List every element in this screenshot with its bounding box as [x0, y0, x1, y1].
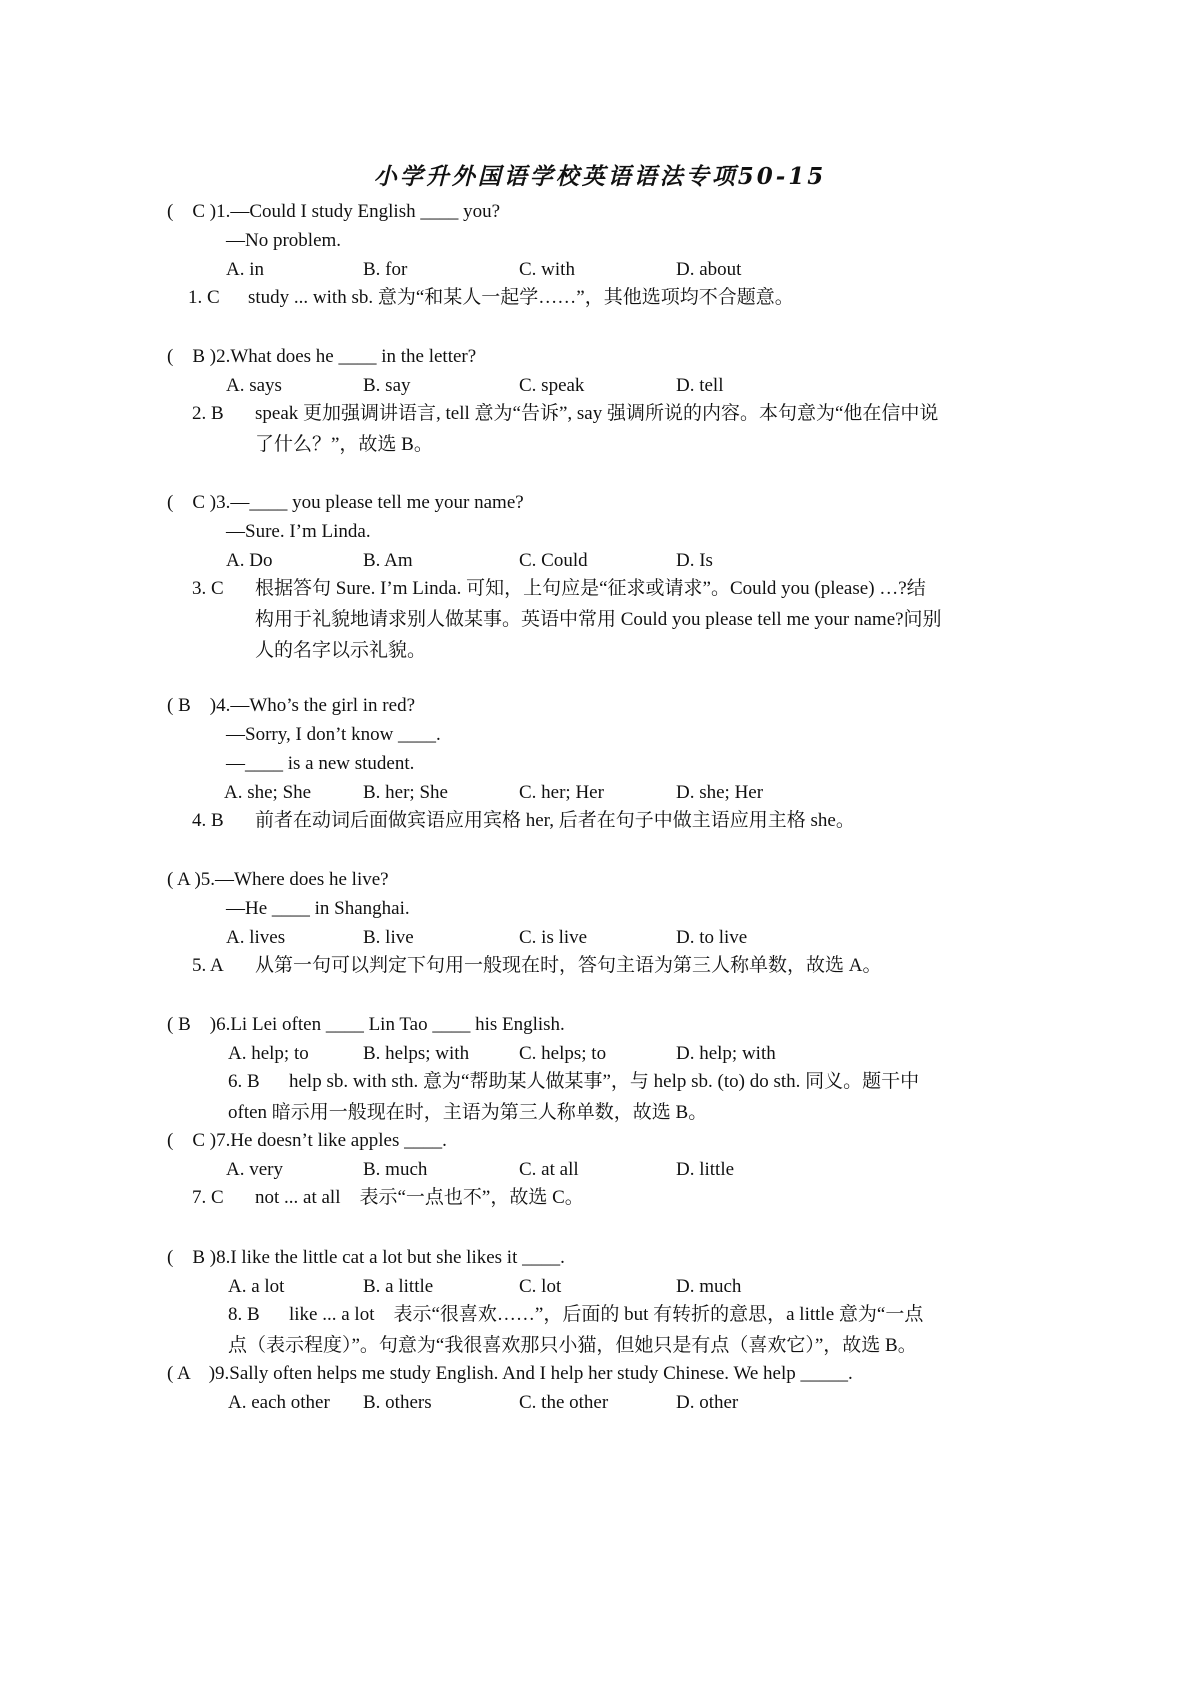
- option-d: D. other: [676, 1392, 739, 1413]
- option-b: B. for: [363, 259, 408, 280]
- option-d: D. much: [676, 1276, 742, 1297]
- question-7-stem: ( C )7.He doesn’t like apples ____.: [167, 1130, 447, 1151]
- question-4-explanation: [192, 805, 942, 836]
- explanation-number: 1. C: [188, 287, 220, 308]
- option-b: B. live: [363, 927, 414, 948]
- option-b: B. others: [363, 1392, 432, 1413]
- option-c: C. her; Her: [519, 782, 604, 803]
- question-6-explanation: [228, 1066, 942, 1128]
- option-c: C. with: [519, 259, 575, 280]
- page-title: 小学升外国语学校英语语法专项50-15: [373, 163, 827, 190]
- question-4-stem: ( B )4.—Who’s the girl in red?: [167, 695, 416, 716]
- question-8-stem: ( B )8.I like the little cat a lot but she likes it ____.: [167, 1247, 565, 1268]
- option-a: A. each other: [228, 1392, 330, 1413]
- option-b: B. helps; with: [363, 1043, 470, 1064]
- option-b: B. a little: [363, 1276, 434, 1297]
- explanation-number: 3. C: [192, 578, 224, 599]
- question-5-explanation: [192, 950, 942, 981]
- option-a: A. in: [226, 259, 264, 280]
- question-5-reply: —He ____ in Shanghai.: [226, 898, 410, 919]
- question-8-explanation: [228, 1299, 942, 1361]
- explanation-number: 7. C: [192, 1187, 224, 1208]
- option-d: D. little: [676, 1159, 735, 1180]
- question-4-reply: —Sorry, I don’t know ____.: [226, 724, 441, 745]
- question-6-stem: ( B )6.Li Lei often ____ Lin Tao ____ his English.: [167, 1014, 565, 1035]
- option-b: B. much: [363, 1159, 428, 1180]
- explanation-text: help sb. with sth. 意为“帮助某人做某事”，与 help sb. (to) do sth. 同义。题干中 often 暗示用一般现在时，主语为第三人称单数，故选 B。: [228, 1071, 920, 1123]
- explanation-text: 根据答句 Sure. I’m Linda. 可知，上句应是“征求或请求”。Could you (please) …?结构用于礼貌地请求别人做某事。英语中常用 Could you please tell me your name?问别人的名字以示礼貌。: [255, 578, 942, 661]
- option-b: B. say: [363, 375, 411, 396]
- explanation-number: 5. A: [192, 955, 224, 976]
- explanation-text: study ... with sb. 意为“和某人一起学……”，其他选项均不合题意。: [248, 287, 794, 308]
- question-1-reply: —No problem.: [226, 230, 342, 251]
- option-b: B. her; She: [363, 782, 448, 803]
- option-c: C. speak: [519, 375, 585, 396]
- question-5-stem: ( A )5.—Where does he live?: [167, 869, 389, 890]
- option-b: B. Am: [363, 550, 413, 571]
- option-a: A. help; to: [228, 1043, 309, 1064]
- question-9-stem: ( A )9.Sally often helps me study English. And I help her study Chinese. We help _____.: [167, 1363, 853, 1384]
- explanation-number: 8. B: [228, 1304, 260, 1325]
- question-2-explanation: [192, 398, 942, 460]
- question-3-explanation: [192, 573, 942, 666]
- question-1-explanation: [188, 282, 948, 313]
- option-a: A. says: [226, 375, 282, 396]
- question-4-reply-2: —____ is a new student.: [226, 753, 415, 774]
- explanation-text: not ... at all 表示“一点也不”，故选 C。: [255, 1187, 584, 1208]
- option-a: A. very: [226, 1159, 283, 1180]
- explanation-text: like ... a lot 表示“很喜欢……”，后面的 but 有转折的意思，a little 意为“一点点（表示程度）”。句意为“我很喜欢那只小猫，但她只是有点（喜欢它）”，故选 B。: [228, 1304, 924, 1356]
- option-c: C. is live: [519, 927, 588, 948]
- option-a: A. lives: [226, 927, 286, 948]
- question-3-reply: —Sure. I’m Linda.: [226, 521, 371, 542]
- option-c: C. the other: [519, 1392, 609, 1413]
- question-7-explanation: [192, 1182, 942, 1213]
- option-c: C. Could: [519, 550, 588, 571]
- explanation-text: speak 更加强调讲语言, tell 意为“告诉”, say 强调所说的内容。本句意为“他在信中说了什么？”，故选 B。: [255, 403, 939, 455]
- option-a: A. she; She: [224, 782, 312, 803]
- explanation-number: 6. B: [228, 1071, 260, 1092]
- option-c: C. lot: [519, 1276, 562, 1297]
- option-d: D. tell: [676, 375, 724, 396]
- explanation-text: 前者在动词后面做宾语应用宾格 her, 后者在句子中做主语应用主格 she。: [255, 810, 855, 831]
- question-2-stem: ( B )2.What does he ____ in the letter?: [167, 346, 477, 367]
- question-3-stem: ( C )3.—____ you please tell me your name?: [167, 492, 524, 513]
- option-d: D. Is: [676, 550, 713, 571]
- option-d: D. she; Her: [676, 782, 764, 803]
- option-a: A. a lot: [228, 1276, 285, 1297]
- explanation-text: 从第一句可以判定下句用一般现在时，答句主语为第三人称单数，故选 A。: [255, 955, 882, 976]
- question-1-stem: ( C )1.—Could I study English ____ you?: [167, 201, 501, 222]
- option-d: D. help; with: [676, 1043, 776, 1064]
- option-d: D. about: [676, 259, 742, 280]
- explanation-number: 2. B: [192, 403, 224, 424]
- option-c: C. helps; to: [519, 1043, 607, 1064]
- option-a: A. Do: [226, 550, 273, 571]
- option-c: C. at all: [519, 1159, 579, 1180]
- explanation-number: 4. B: [192, 810, 224, 831]
- option-d: D. to live: [676, 927, 748, 948]
